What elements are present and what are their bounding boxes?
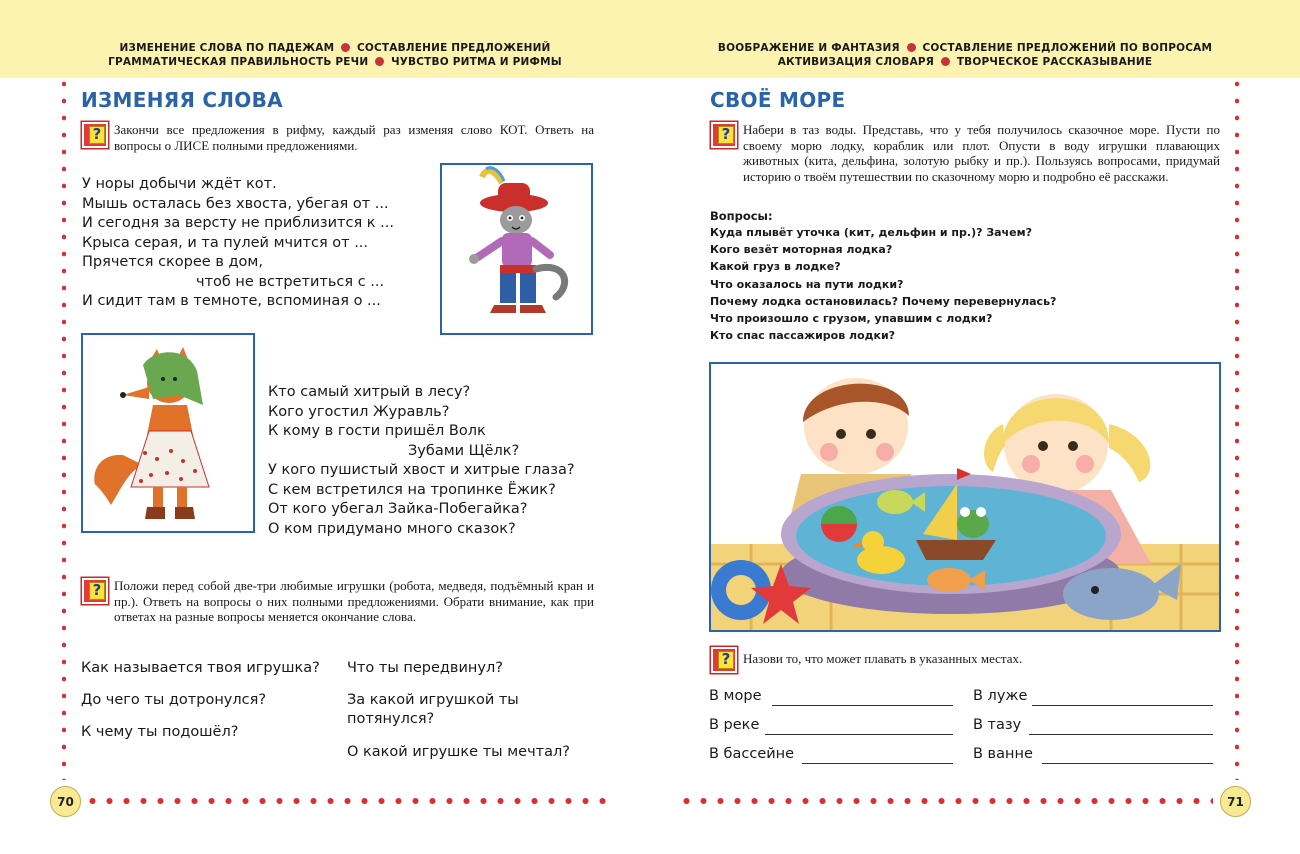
answer-row: [709, 688, 953, 704]
answer-row: [973, 688, 1213, 704]
bullet-dot: [941, 57, 950, 66]
fox-questions: [268, 383, 575, 539]
fox-question: Кто самый хитрый в лесу?: [268, 384, 471, 400]
question-icon: ?: [82, 122, 108, 148]
fox-illustration: [81, 333, 255, 533]
left-header-topic: ЧУВСТВО РИТМА И РИФМЫ: [391, 56, 562, 68]
story-question: Что произошло с грузом, упавшим с лодки?: [710, 312, 993, 326]
rhyme-line: Прячется скорее в дом,: [82, 254, 263, 270]
rhyme-line: Крыса серая, и та пулей мчится от ...: [82, 234, 369, 251]
right-header-topic: СОСТАВЛЕНИЕ ПРЕДЛОЖЕНИЙ ПО ВОПРОСАМ: [922, 42, 1213, 54]
story-question: Почему лодка остановилась? Почему перевернулась?: [710, 294, 1057, 308]
rhyme-line: И сидит там в темноте, вспоминая о ...: [82, 293, 381, 309]
right-header-topic: ТВОРЧЕСКОЕ РАССКАЗЫВАНИЕ: [956, 56, 1153, 68]
place-label: В бассейне: [709, 746, 795, 762]
place-label: В море: [709, 688, 762, 704]
answer-row: [709, 717, 953, 733]
story-question: Кто спас пассажиров лодки?: [710, 329, 896, 343]
right-header-topic: ВООБРАЖЕНИЕ И ФАНТАЗИЯ: [717, 42, 900, 54]
story-question: Что оказалось на пути лодки?: [710, 277, 904, 291]
answer-line[interactable]: [802, 763, 953, 764]
rhyme-line: чтоб не встретиться с ...: [196, 273, 385, 290]
left-header: [100, 41, 570, 69]
left-header-topic: СОСТАВЛЕНИЕ ПРЕДЛОЖЕНИЙ: [356, 42, 551, 54]
answer-row: [709, 746, 953, 762]
question-icon: ?: [711, 122, 737, 148]
right-header: [715, 41, 1215, 69]
fox-question: Зубами Щёлк?: [408, 442, 520, 459]
answer-line[interactable]: [772, 705, 953, 706]
rhyme-line: И сегодня за версту не приблизится к ...: [82, 215, 394, 231]
question-icon: ?: [711, 647, 737, 673]
answer-line[interactable]: [1042, 763, 1213, 764]
toy-question: До чего ты дотронулся?: [81, 692, 267, 708]
story-question: Куда плывёт уточка (кит, дельфин и пр.)? Зачем?: [710, 226, 1032, 239]
right-page-title: СВОЁ МОРЕ: [710, 88, 846, 112]
left-bottom-dotted-border: [86, 798, 616, 804]
fox-question: С кем встретился на тропинке Ёжик?: [268, 481, 556, 498]
left-instruction-2: Положи перед собой две-три любимые игрушки (робота, медведя, подъёмный кран и пр.). Ответь на вопросы о них полными предложениями. Обрати внимание, как при ответах на разные вопросы меняется окончание слова.: [114, 578, 594, 624]
rhyme-line: Мышь осталась без хвоста, убегая от ...: [82, 195, 389, 212]
place-label: В луже: [973, 688, 1028, 704]
kids-basin-illustration: [709, 362, 1221, 632]
place-label: В тазу: [973, 717, 1022, 733]
rhyme-line: У норы добычи ждёт кот.: [82, 176, 277, 192]
right-dotted-border: [1235, 80, 1239, 780]
place-label: В реке: [709, 717, 760, 733]
rhyme-poem: [82, 175, 394, 312]
left-page-title: ИЗМЕНЯЯ СЛОВА: [81, 88, 283, 112]
fox-question: От кого убегал Зайка-Побегайка?: [268, 501, 528, 517]
left-header-topic: ИЗМЕНЕНИЕ СЛОВА ПО ПАДЕЖАМ: [119, 42, 335, 54]
answer-line[interactable]: [765, 734, 953, 735]
right-header-topic: АКТИВИЗАЦИЯ СЛОВАРЯ: [777, 56, 935, 68]
right-instruction-1: Набери в таз воды. Представь, что у тебя получилось сказочное море. Пусти по своему морю лодку, кораблик или плот. Опусти в воду игрушки плавающих животных (кита, дельфина, золотую рыбку и пр.). Пользуясь вопросами, придумай историю о твоём путешествии по сказочному морю и подробно её расскажи.: [743, 122, 1220, 184]
bullet-dot: [341, 43, 350, 52]
toy-question: Что ты передвинул?: [347, 660, 503, 676]
toy-question: Как называется твоя игрушка?: [81, 660, 320, 676]
right-bottom-dotted-border: [680, 798, 1213, 804]
left-dotted-border: [62, 80, 66, 780]
answer-line[interactable]: [1029, 734, 1213, 735]
fox-question: Кого угостил Журавль?: [268, 403, 450, 420]
page-number-right: 71: [1220, 786, 1251, 817]
answer-line[interactable]: [1032, 705, 1213, 706]
answer-row: [973, 717, 1213, 733]
bullet-dot: [907, 43, 916, 52]
left-instruction-1: Закончи все предложения в рифму, каждый раз изменяя слово КОТ. Ответь на вопросы о ЛИСЕ полными предложениями.: [114, 122, 594, 153]
story-question: Какой груз в лодке?: [710, 260, 841, 274]
bullet-dot: [375, 57, 384, 66]
place-label: В ванне: [973, 746, 1033, 762]
toy-question: К чему ты подошёл?: [81, 724, 239, 740]
story-question: Кого везёт моторная лодка?: [710, 243, 893, 257]
toy-question: О какой игрушке ты мечтал?: [347, 744, 570, 760]
left-header-topic: ГРАММАТИЧЕСКАЯ ПРАВИЛЬНОСТЬ РЕЧИ: [108, 56, 369, 68]
fox-question: О ком придумано много сказок?: [268, 520, 516, 537]
right-instruction-2: Назови то, что может плавать в указанных местах.: [743, 651, 1023, 666]
cat-illustration: [440, 163, 593, 335]
story-questions: [710, 224, 1056, 344]
answer-row: [973, 746, 1213, 762]
questions-label: Вопросы:: [710, 209, 773, 223]
fox-question: К кому в гости пришёл Волк: [268, 423, 486, 439]
fox-question: У кого пушистый хвост и хитрые глаза?: [268, 462, 575, 478]
toy-question: За какой игрушкой ты потянулся?: [347, 692, 519, 727]
question-icon: ?: [82, 578, 108, 604]
page-number-left: 70: [50, 786, 81, 817]
